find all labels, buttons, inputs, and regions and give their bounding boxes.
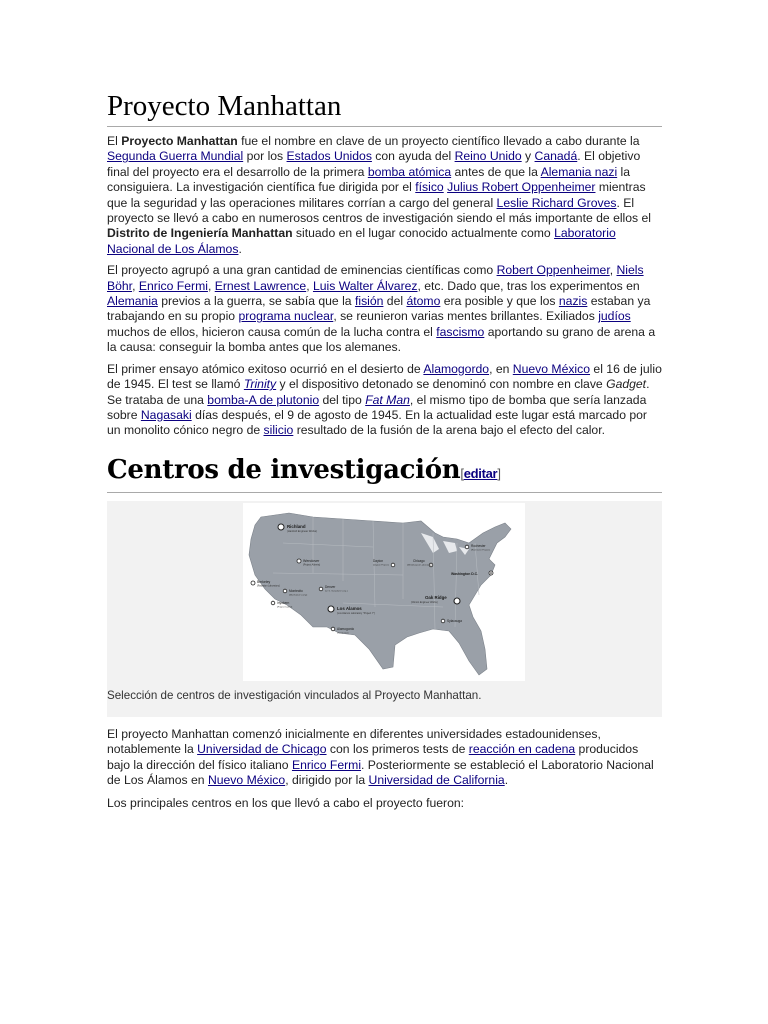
label-dayton-sub: (Dayton Project) [373, 564, 389, 567]
text: . Se trataba de una [107, 377, 650, 407]
text: del tipo [319, 392, 366, 407]
link-nazis[interactable]: nazis [558, 294, 588, 309]
text: previos a la guerra, se sabía que la [157, 294, 355, 309]
text: estaban ya trabajando en su propio [107, 294, 651, 324]
label-rochester-sub: (Rochester Project) [471, 549, 490, 552]
text: . [504, 772, 509, 787]
link-oppenheimer[interactable]: Julius Robert Oppenheimer [447, 180, 596, 195]
label-inyokern-sub: (Project Camel) [277, 606, 293, 609]
figure-caption: Selección de centros de investigación vinculados al Proyecto Manhattan. [107, 688, 482, 702]
link-luis-alvarez[interactable]: Luis Walter Álvarez [312, 278, 418, 293]
label-oak-ridge-sub: (Clinton Engineer Works) [411, 600, 438, 604]
text: El [107, 134, 122, 148]
text: , se reunieron varias mentes brillantes. Exiliados [333, 309, 599, 324]
link-alemania[interactable]: Alemania [107, 294, 158, 309]
marker-sylacauga[interactable] [441, 619, 462, 623]
italic-term: Gadget [606, 377, 647, 392]
link-estados-unidos[interactable]: Estados Unidos [286, 149, 372, 164]
text: , [306, 278, 313, 293]
label-montecito: Montecito [289, 588, 303, 593]
text: mientras que la seguridad y las operaciones militares corrían a cargo del general [107, 180, 646, 210]
text: . El proyecto se llevó a cabo en numerosos centros de investigación siendo el más importante de ellos el [107, 195, 652, 226]
label-berkeley: Berkeley [257, 579, 271, 584]
text: El proyecto Manhattan comenzó inicialmente en diferentes universidades estadounidenses, notablemente la [107, 726, 601, 757]
text: y el dispositivo detonado se denominó con nombre en clave [276, 377, 607, 392]
label-washington: Washington D.C. [451, 571, 478, 576]
link-fascismo[interactable]: fascismo [436, 324, 485, 339]
link-enrico-fermi[interactable]: Enrico Fermi [138, 278, 208, 293]
link-bomba-plutonio[interactable]: bomba-A de plutonio [207, 392, 320, 407]
section-heading [107, 453, 662, 493]
link-bomba-atomica[interactable]: bomba atómica [367, 164, 452, 179]
link-laboratorio-los-alamos[interactable]: Laboratorio Nacional de Los Álamos [107, 226, 616, 256]
label-wendover: Wendover [303, 558, 320, 563]
link-nagasaki[interactable]: Nagasaki [140, 407, 192, 422]
map-figure [107, 501, 662, 717]
link-alamogordo[interactable]: Alamogordo [423, 361, 490, 376]
link-segunda-guerra-mundial[interactable]: Segunda Guerra Mundial [107, 149, 244, 164]
text: era posible y que los [440, 294, 559, 309]
label-dayton: Dayton [373, 558, 384, 563]
text: situado en el lugar conocido actualmente como [292, 226, 555, 241]
text: , el mismo tipo de bomba que sería lanzada sobre [107, 392, 647, 422]
text: . El objetivo final del proyecto era el desarrollo de la primera [107, 149, 641, 179]
label-oak-ridge: Oak Ridge [425, 594, 447, 600]
link-alemania-nazi[interactable]: Alemania nazi [540, 164, 618, 179]
us-map-image[interactable] [243, 503, 525, 681]
label-alamogordo-sub: (Trinity test) [337, 632, 349, 635]
universities-paragraph [107, 727, 662, 789]
text: . [238, 241, 242, 256]
label-richland: Richland [287, 523, 306, 529]
label-denver: Denver [325, 584, 336, 589]
label-alamogordo: Alamogordo [337, 626, 355, 631]
bold-term: Proyecto Manhattan [121, 134, 238, 148]
link-niels-bohr[interactable]: Niels Böhr [107, 263, 644, 293]
link-robert-oppenheimer[interactable]: Robert Oppenheimer [496, 263, 610, 278]
label-wendover-sub: (Project Alberta) [303, 563, 321, 567]
text: aportando su grano de arena a la causa: conseguir la bomba antes que los alemanes. [107, 324, 656, 355]
text: el 16 de julio de 1945. El test se llamó [107, 361, 662, 392]
edit-section [460, 466, 500, 481]
link-reaccion-en-cadena[interactable]: reacción en cadena [468, 742, 576, 757]
text: con ayuda del [371, 149, 455, 164]
label-rochester: Rochester [471, 543, 486, 548]
text: , [609, 263, 617, 278]
label-chicago: Chicago [413, 558, 425, 563]
text: la consiguiera. La investigación científica fue dirigida por el [107, 164, 631, 195]
bracket: [ [460, 465, 464, 481]
label-los-alamos-sub: (Los Alamos Laboratory "Project Y") [337, 611, 376, 615]
text: resultado de la fusión de la arena bajo el efecto del calor. [293, 423, 605, 438]
link-nuevo-mexico[interactable]: Nuevo México [512, 361, 591, 376]
trinity-paragraph [107, 362, 662, 439]
scientists-paragraph [107, 263, 662, 355]
text: muchos de ellos, hicieron causa común de la lucha contra el [107, 324, 437, 339]
link-fision[interactable]: fisión [354, 294, 384, 309]
link-ernest-lawrence[interactable]: Ernest Lawrence [214, 278, 307, 293]
link-programa-nuclear[interactable]: programa nuclear [238, 309, 334, 324]
text: , etc. Dado que, tras los experimentos en [417, 278, 640, 293]
text: del [383, 294, 407, 309]
link-universidad-california[interactable]: Universidad de California [368, 772, 505, 787]
article [107, 88, 662, 812]
bracket: ] [497, 465, 501, 481]
link-judios[interactable]: judíos [598, 309, 631, 324]
text: por los [243, 149, 287, 164]
bold-term: Distrito de Ingeniería Manhattan [107, 226, 293, 241]
text: y [521, 149, 535, 164]
text: antes de que la [451, 164, 541, 179]
edit-link[interactable]: editar [463, 465, 498, 481]
link-nuevo-mexico-2[interactable]: Nuevo México [207, 772, 286, 787]
label-chicago-sub: (Metallurgical Laboratory) [407, 564, 432, 567]
label-inyokern: Inyokern [277, 600, 290, 605]
text: , en [489, 361, 513, 376]
text: con los primeros tests de [326, 742, 469, 757]
link-leslie-groves[interactable]: Leslie Richard Groves [496, 195, 617, 210]
link-atomo[interactable]: átomo [406, 294, 441, 309]
text: producidos bajo la dirección del físico italiano [107, 742, 639, 772]
link-trinity[interactable]: Trinity [243, 377, 277, 392]
text: El primer ensayo atómico exitoso ocurrió en el desierto de [107, 361, 424, 376]
text: , [132, 278, 139, 293]
section-heading-text: Centros de investigación [107, 454, 461, 485]
page-title: Proyecto Manhattan [107, 88, 662, 127]
centers-intro-paragraph: Los principales centros en los que llevó a cabo el proyecto fueron: [107, 796, 465, 811]
link-enrico-fermi-2[interactable]: Enrico Fermi [291, 757, 362, 772]
label-berkeley-sub: (Radiation Laboratory) [257, 585, 280, 588]
link-silicio[interactable]: silicio [263, 423, 294, 438]
link-reino-unido[interactable]: Reino Unido [454, 149, 522, 164]
label-sylacauga: Sylacauga [447, 618, 462, 623]
label-los-alamos: Los Alamos [337, 605, 362, 611]
text: . Posteriormente se estableció el Laboratorio Nacional de Los Álamos en [107, 757, 654, 787]
link-fat-man[interactable]: Fat Man [365, 392, 410, 407]
link-canada[interactable]: Canadá [534, 149, 578, 164]
text: El proyecto agrupó a una gran cantidad de eminencias científicas como [107, 263, 497, 278]
text: , dirigido por la [285, 772, 369, 787]
label-richland-sub: (Hanford Engineer Works) [287, 529, 318, 533]
link-fisico[interactable]: físico [415, 180, 444, 195]
label-denver-sub: (U. S. Vanadium Corp.) [325, 590, 348, 593]
link-universidad-chicago[interactable]: Universidad de Chicago [197, 742, 327, 757]
text: , [207, 278, 215, 293]
text: fue el nombre en clave de un proyecto científico llevado a cabo durante la [237, 134, 640, 148]
text: días después, el 9 de agosto de 1945. En la actualidad este lugar está marcado por un monolito cónico negro de [107, 407, 647, 438]
intro-paragraph [107, 134, 662, 257]
label-montecito-sub: (Manhattan Camp) [289, 594, 308, 597]
